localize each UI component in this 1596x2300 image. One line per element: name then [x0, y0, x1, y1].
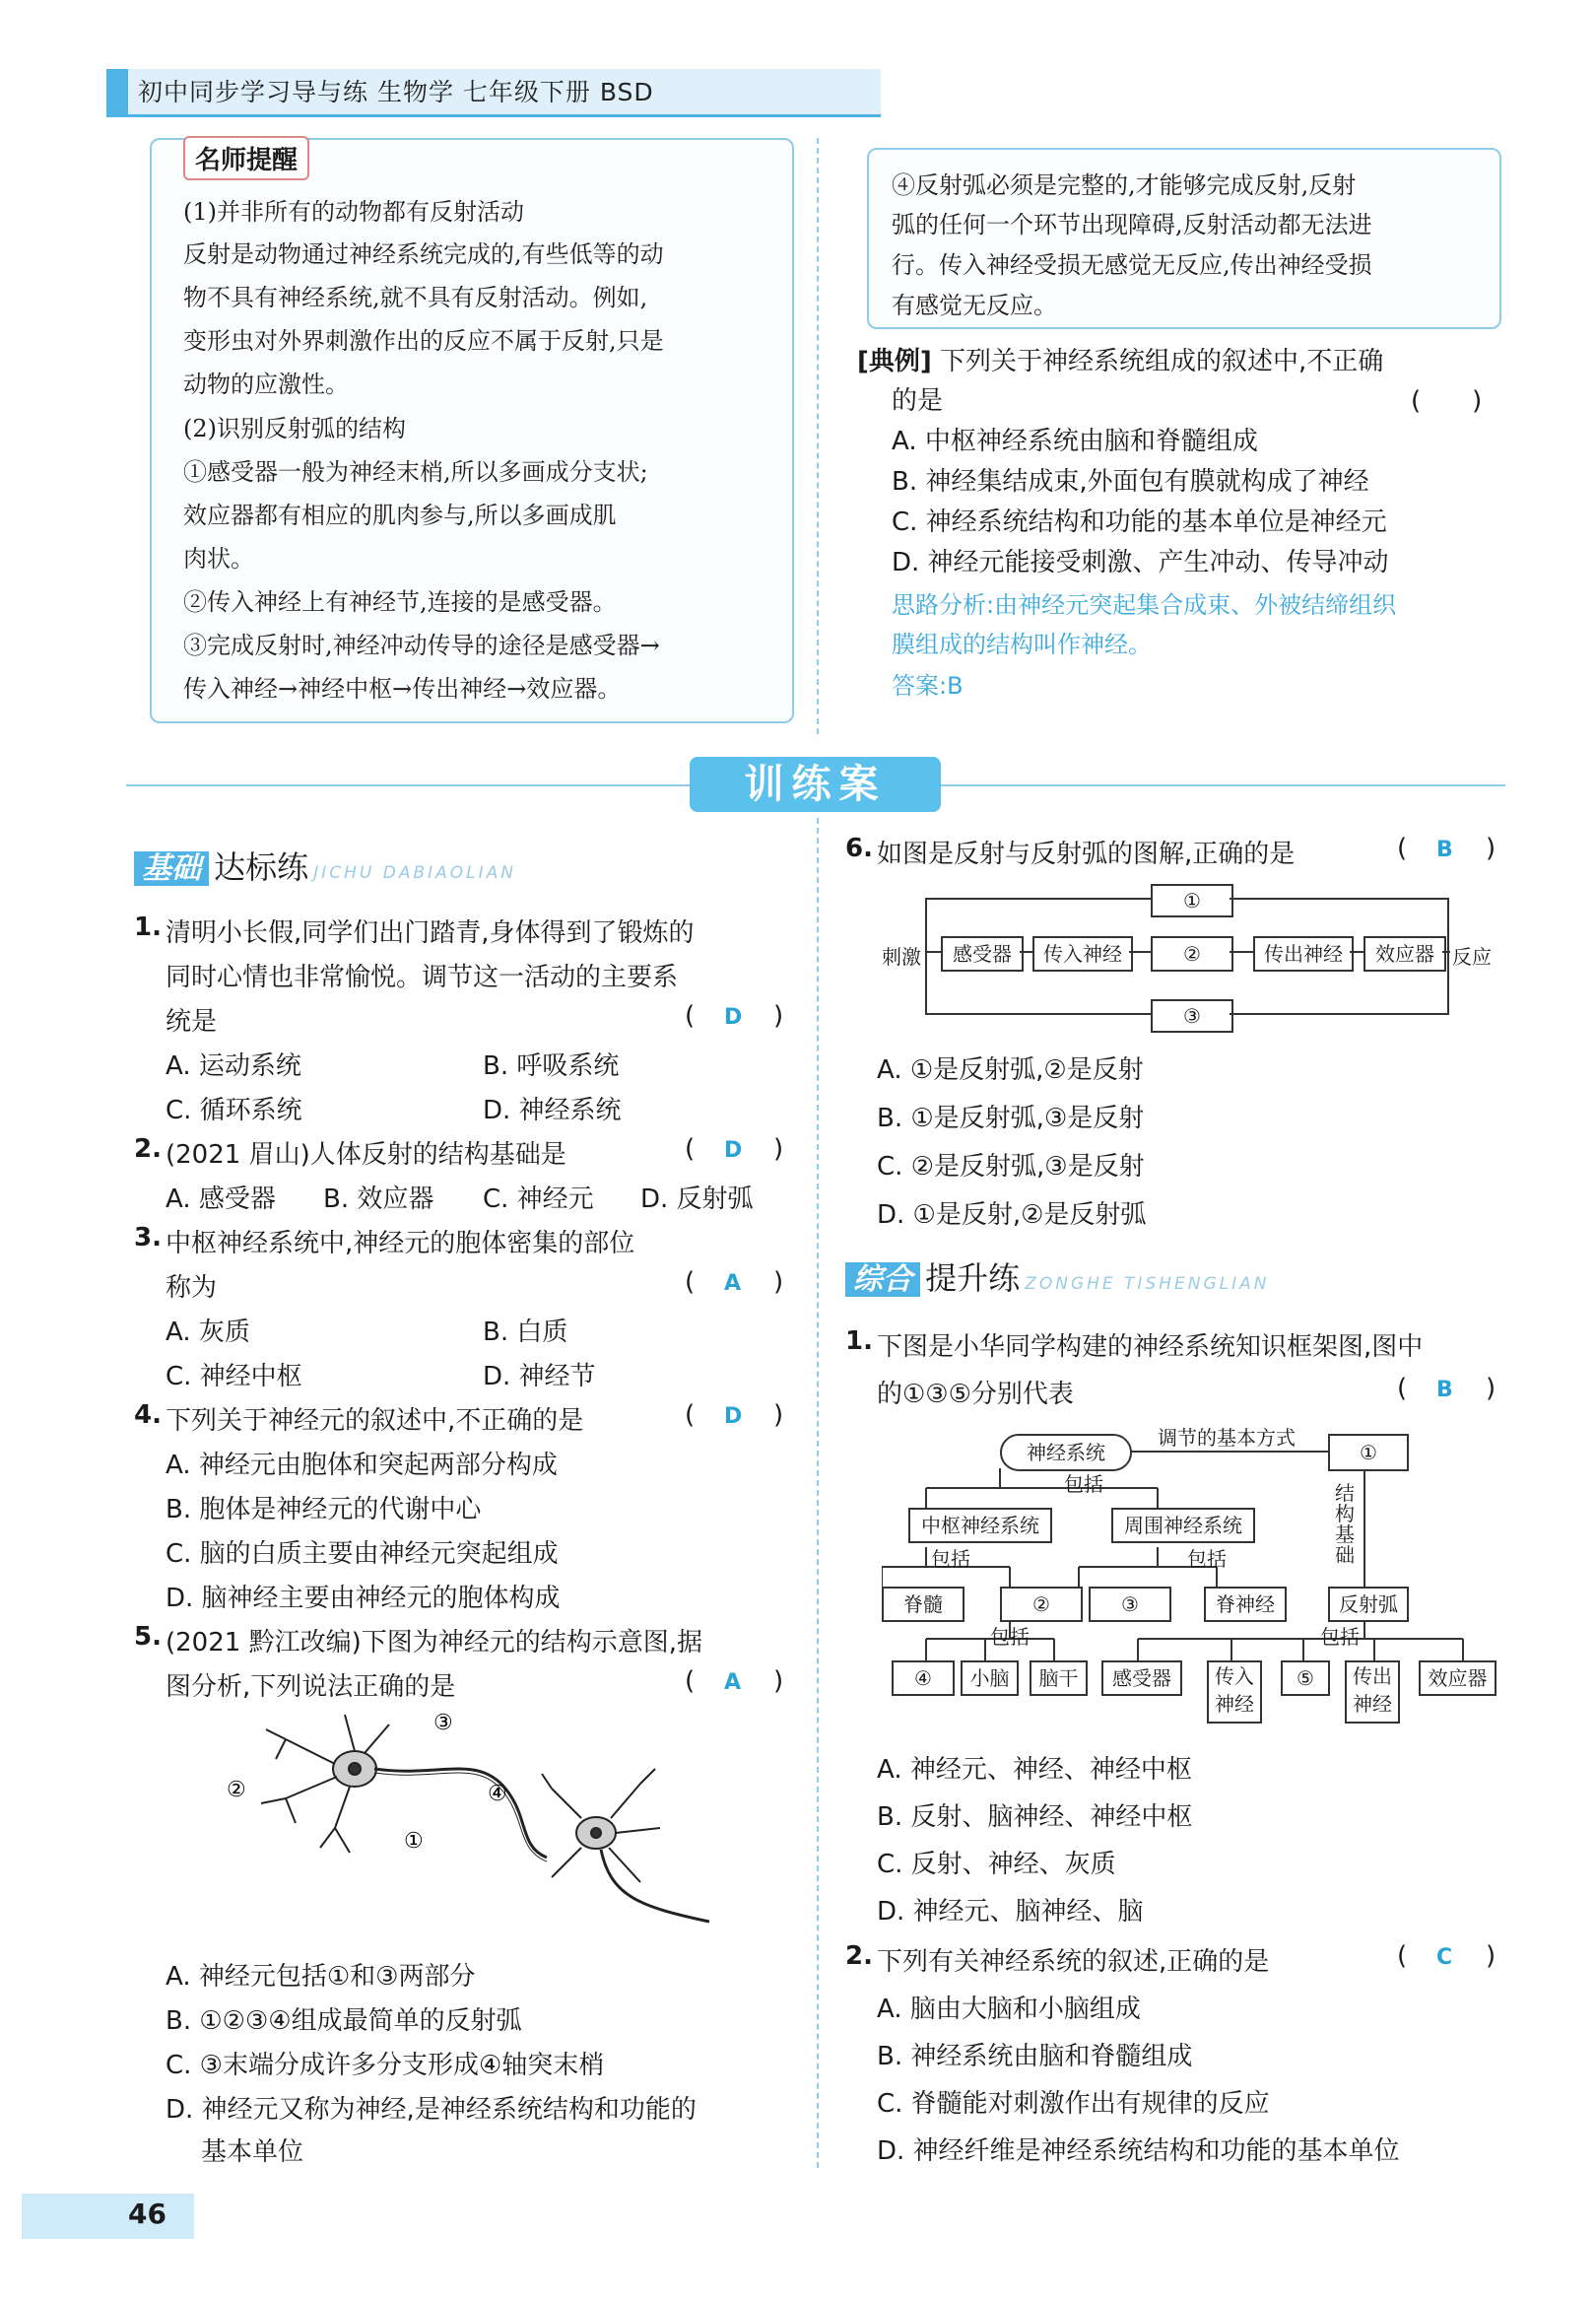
tip-line: 反射是动物通过神经系统完成的,有些低等的动	[183, 240, 664, 268]
tip-line: 行。传入神经受损无感觉无反应,传出神经受损	[892, 251, 1372, 279]
section-title: 提升练	[925, 1259, 1021, 1297]
q-option: A. 运动系统	[166, 1051, 301, 1081]
tip-line: 传入神经→神经中枢→传出神经→效应器。	[183, 675, 622, 703]
column-divider	[817, 138, 819, 734]
q-option: A. 神经元、神经、神经中枢	[877, 1755, 1192, 1785]
q-option: A. 脑由大脑和小脑组成	[877, 1995, 1141, 2024]
q-option: B. 胞体是神经元的代谢中心	[166, 1495, 482, 1524]
tip-line: 肉状。	[183, 545, 254, 573]
example-stem-line1: 下列关于神经系统组成的叙述中,不正确	[940, 347, 1384, 376]
section-pinyin: JICHU DABIAOLIAN	[313, 863, 516, 883]
neuron-label-2: ②	[227, 1778, 246, 1802]
diagram-label-vertical: 结构基础	[1335, 1481, 1355, 1567]
section-title: 达标练	[214, 848, 309, 886]
q-option: D. 神经元又称为神经,是神经系统结构和功能的	[166, 2095, 697, 2125]
q-stem: (2021 眉山)人体反射的结构基础是	[166, 1140, 566, 1170]
q-number: 3.	[134, 1223, 162, 1252]
diagram-box: 脊髓	[882, 1587, 964, 1622]
diagram-box: ②	[1151, 936, 1233, 972]
page-number: 46	[128, 2198, 166, 2230]
q-stem: 下图是小华同学构建的神经系统知识框架图,图中	[877, 1332, 1424, 1362]
q-option: A. 感受器	[166, 1184, 276, 1214]
tip-line: 变形虫对外界刺激作出的反应不属于反射,只是	[183, 327, 664, 355]
diagram-box: 感受器	[1101, 1660, 1182, 1696]
q-option: B. 呼吸系统	[483, 1051, 620, 1081]
example-option: A. 中枢神经系统由脑和脊髓组成	[892, 427, 1258, 456]
q-option: D. ①是反射,②是反射弧	[877, 1200, 1147, 1230]
q-number: 1.	[134, 913, 162, 942]
q-option: B. 白质	[483, 1318, 568, 1347]
q-answer: A	[724, 1271, 742, 1296]
tip-line: 物不具有神经系统,就不具有反射活动。例如,	[183, 284, 648, 311]
tip-line: (2)识别反射弧的结构	[183, 415, 406, 442]
q-option: D. 脑神经主要由神经元的胞体构成	[166, 1584, 561, 1613]
section-advanced-heading	[845, 1253, 1270, 1297]
diagram-box: ①	[1328, 1434, 1409, 1471]
diagram-box: 传入神经	[1032, 936, 1133, 972]
diagram-box: 效应器	[1419, 1660, 1496, 1696]
q-number: 2.	[134, 1134, 162, 1164]
diagram-label: 包括	[1187, 1547, 1227, 1571]
q-answer: D	[724, 1404, 743, 1429]
example-option: B. 神经集结成束,外面包有膜就构成了神经	[892, 467, 1369, 497]
neuron-diagram	[227, 1710, 719, 1946]
diagram-box: ③	[1089, 1587, 1171, 1622]
q-number: 6.	[845, 834, 873, 863]
diagram-box: ⑤	[1281, 1660, 1330, 1696]
q-stem: 下列关于神经元的叙述中,不正确的是	[166, 1406, 584, 1436]
q-stem: 清明小长假,同学们出门踏青,身体得到了锻炼的	[166, 918, 695, 948]
q-stem: 如图是反射与反射弧的图解,正确的是	[877, 840, 1296, 869]
q-option: C. 循环系统	[166, 1096, 302, 1125]
tip-line: 效应器都有相应的肌肉参与,所以多画成肌	[183, 502, 617, 529]
q-stem: (2021 黔江改编)下图为神经元的结构示意图,据	[166, 1628, 702, 1657]
q-answer: C	[1436, 1945, 1453, 1970]
diagram-root: 神经系统	[1000, 1434, 1132, 1471]
example-option: C. 神经系统结构和功能的基本单位是神经元	[892, 507, 1387, 537]
diagram-box: ②	[1000, 1587, 1083, 1622]
example-tag: [典例]	[857, 347, 932, 376]
q-option: A. ①是反射弧,②是反射	[877, 1055, 1144, 1085]
neuron-label-3: ③	[433, 1711, 453, 1735]
q-stem: 同时心情也非常愉悦。调节这一活动的主要系	[166, 963, 679, 992]
q-option: B. 神经系统由脑和脊髓组成	[877, 2042, 1193, 2071]
q-option-continued: 基本单位	[201, 2137, 304, 2167]
tip-line: 动物的应激性。	[183, 371, 349, 398]
q-option: C. 脑的白质主要由神经元突起组成	[166, 1539, 559, 1569]
diagram-label: 包括	[1064, 1472, 1103, 1496]
section-basic-heading	[134, 843, 516, 886]
section-chip: 综合	[845, 1262, 920, 1297]
q-answer: B	[1436, 838, 1453, 862]
example-analysis: 思路分析:由神经元突起集合成束、外被结缔组织	[892, 591, 1397, 619]
q-number: 1.	[845, 1326, 873, 1356]
tip-line: ④反射弧必须是完整的,才能够完成反射,反射	[892, 171, 1357, 199]
tip-line: ③完成反射时,神经冲动传导的途径是感受器→	[183, 632, 660, 659]
q-option: D. 神经节	[483, 1362, 596, 1391]
q-option: D. 神经纤维是神经系统结构和功能的基本单位	[877, 2136, 1400, 2166]
q-option: C. 神经元	[483, 1184, 594, 1214]
header-tab	[106, 69, 128, 114]
q-stem: 的①③⑤分别代表	[877, 1380, 1074, 1409]
column-divider	[817, 818, 819, 2168]
reflex-diagram-arrows	[887, 892, 1497, 1020]
q-option: B. ①是反射弧,③是反射	[877, 1104, 1145, 1133]
q-option: B. 反射、脑神经、神经中枢	[877, 1802, 1193, 1832]
q-option: D. 神经系统	[483, 1096, 622, 1125]
q-stem: 图分析,下列说法正确的是	[166, 1672, 456, 1702]
q-stem: 下列有关神经系统的叙述,正确的是	[877, 1947, 1270, 1977]
training-banner: 训练案	[690, 757, 941, 812]
diagram-box: 传入神经	[1207, 1660, 1262, 1724]
q-option: D. 反射弧	[640, 1184, 754, 1214]
example-analysis: 膜组成的结构叫作神经。	[892, 631, 1152, 658]
q-option: C. 神经中枢	[166, 1362, 302, 1391]
diagram-box: 感受器	[941, 936, 1024, 972]
page-number-bar	[22, 2194, 194, 2239]
q-option: C. ③末端分成许多分支形成④轴突末梢	[166, 2051, 605, 2080]
diagram-box: 小脑	[961, 1660, 1019, 1696]
q-option: B. ①②③④组成最简单的反射弧	[166, 2006, 522, 2036]
book-title: 初中同步学习导与练 生物学 七年级下册 BSD	[138, 78, 654, 106]
diagram-label: 包括	[1320, 1625, 1360, 1649]
example-option: D. 神经元能接受刺激、产生冲动、传导冲动	[892, 548, 1389, 577]
q-answer: D	[724, 1138, 743, 1163]
q-stem: 中枢神经系统中,神经元的胞体密集的部位	[166, 1229, 635, 1258]
tip-tag: 名师提醒	[183, 136, 309, 180]
neuron-label-4: ④	[488, 1782, 507, 1806]
diagram-box: ①	[1151, 884, 1233, 917]
diagram-label: 包括	[931, 1547, 970, 1571]
diagram-box: ④	[892, 1660, 955, 1696]
q-option: A. 神经元包括①和③两部分	[166, 1962, 476, 1992]
q-option: D. 神经元、脑神经、脑	[877, 1897, 1144, 1927]
tip-line: ②传入神经上有神经节,连接的是感受器。	[183, 588, 617, 616]
diagram-label: 包括	[990, 1625, 1030, 1649]
diagram-box: 效应器	[1363, 936, 1446, 972]
q-option: C. 反射、神经、灰质	[877, 1850, 1116, 1879]
diagram-box: 反射弧	[1328, 1587, 1409, 1622]
section-pinyin: ZONGHE TISHENGLIAN	[1025, 1274, 1270, 1294]
example-stem-line2: 的是	[892, 386, 944, 416]
tip-line: 有感觉无反应。	[892, 292, 1057, 319]
section-chip: 基础	[134, 851, 209, 886]
q-number: 5.	[134, 1622, 162, 1652]
diagram-label: 反应	[1452, 945, 1492, 969]
q-number: 4.	[134, 1400, 162, 1430]
tip-line: (1)并非所有的动物都有反射活动	[183, 198, 524, 226]
q-answer: D	[724, 1005, 743, 1030]
diagram-box: 中枢神经系统	[908, 1508, 1052, 1543]
example-answer: 答案:B	[892, 672, 964, 700]
diagram-box: 周围神经系统	[1111, 1508, 1255, 1543]
q-option: A. 神经元由胞体和突起两部分构成	[166, 1451, 558, 1480]
diagram-box: ③	[1151, 999, 1233, 1033]
neuron-label-1: ①	[404, 1829, 424, 1854]
diagram-label: 刺激	[882, 945, 921, 969]
q-option: C. 脊髓能对刺激作出有规律的反应	[877, 2089, 1270, 2119]
q-option: B. 效应器	[323, 1184, 434, 1214]
diagram-box: 脊神经	[1204, 1587, 1287, 1622]
q-number: 2.	[845, 1941, 873, 1971]
diagram-box: 传出神经	[1345, 1660, 1400, 1724]
q-stem: 称为	[166, 1273, 218, 1303]
diagram-box: 传出神经	[1253, 936, 1354, 972]
tip-line: ①感受器一般为神经末梢,所以多画成分支状;	[183, 458, 648, 486]
q-option: A. 灰质	[166, 1318, 250, 1347]
example-paren: ( )	[1411, 386, 1483, 416]
example-stem	[857, 341, 1383, 377]
diagram-box: 脑干	[1030, 1660, 1088, 1696]
q-option: C. ②是反射弧,③是反射	[877, 1152, 1145, 1182]
q-stem: 统是	[166, 1007, 218, 1037]
q-answer: B	[1436, 1378, 1453, 1402]
q-answer: A	[724, 1670, 742, 1695]
diagram-label: 调节的基本方式	[1158, 1426, 1296, 1450]
tip-line: 弧的任何一个环节出现障碍,反射活动都无法进	[892, 211, 1372, 238]
